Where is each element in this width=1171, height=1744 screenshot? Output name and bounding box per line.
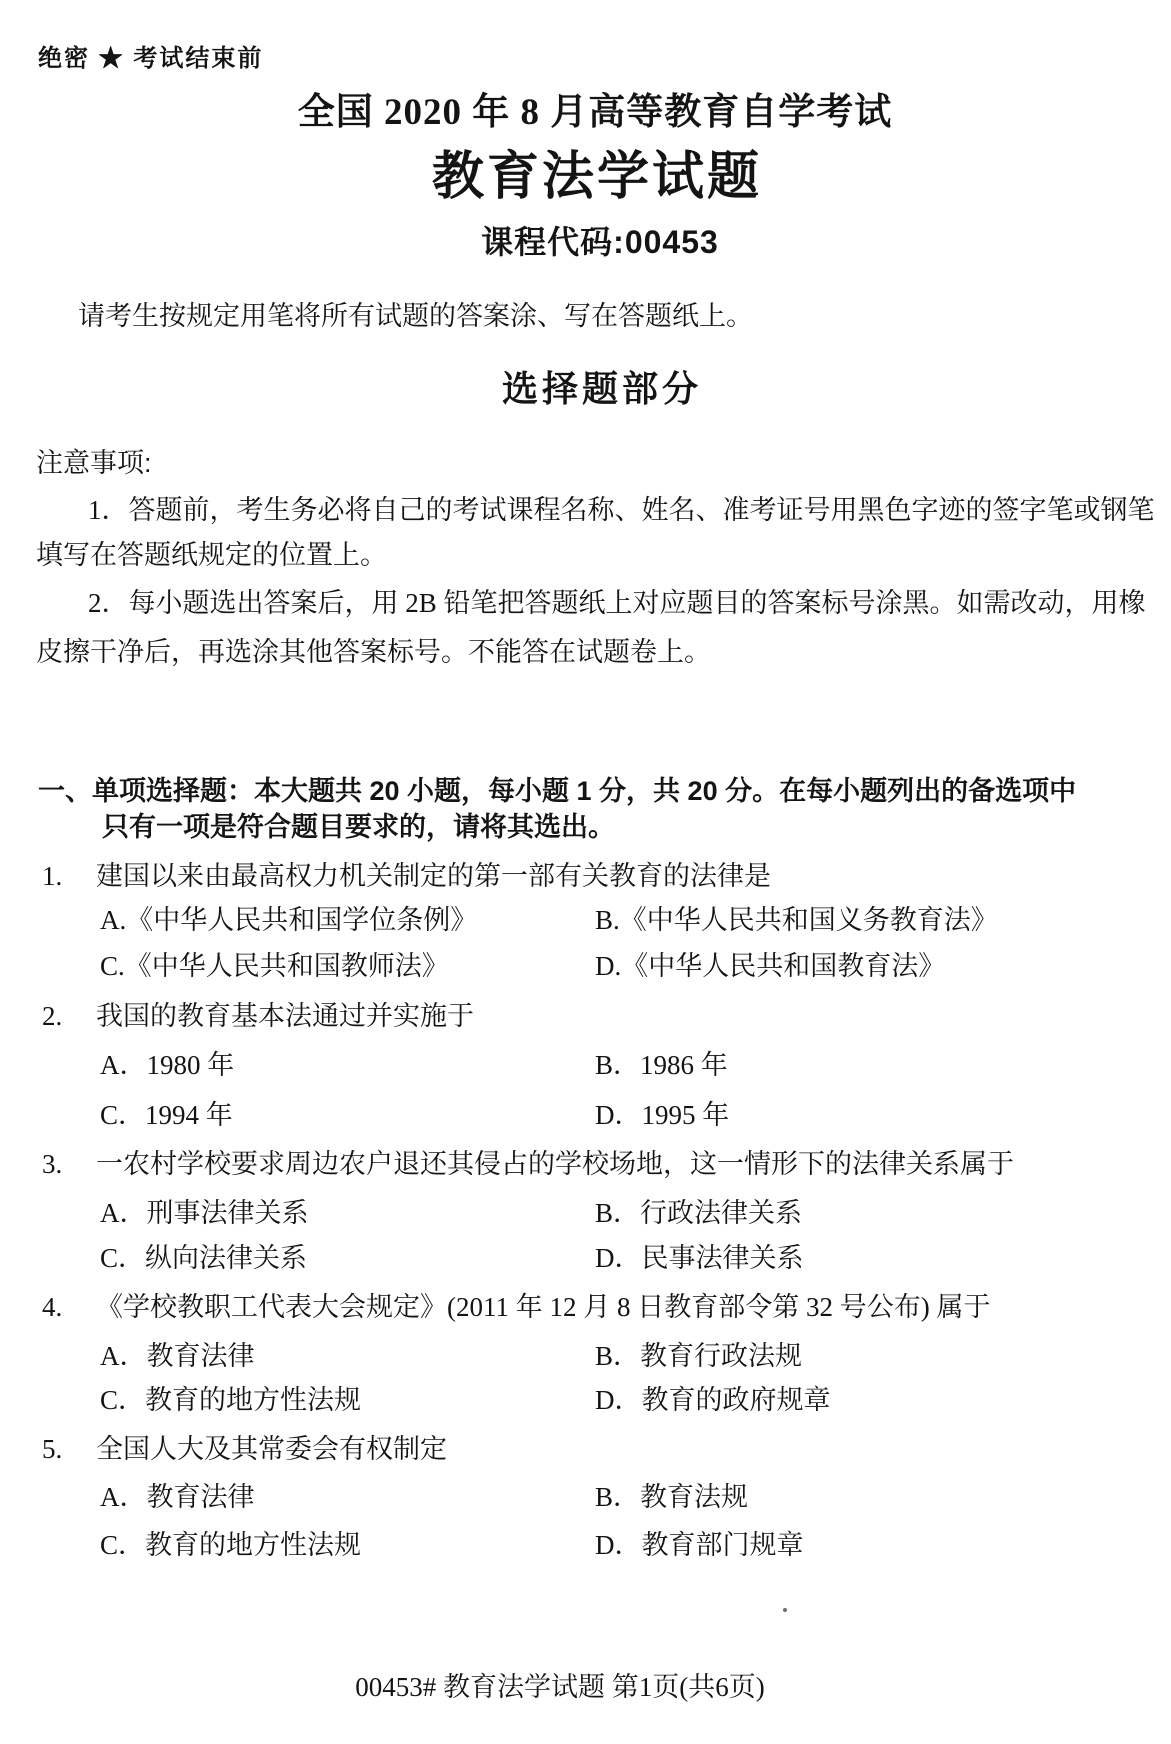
question-3-option-c: C．纵向法律关系	[100, 1243, 308, 1273]
course-code: 课程代码:00453	[481, 224, 719, 260]
question-2-option-a: A．1980 年	[100, 1050, 235, 1080]
exam-session-title: 全国 2020 年 8 月高等教育自学考试	[297, 92, 893, 133]
question-4-option-c: C．教育的地方性法规	[100, 1385, 362, 1415]
question-2-option-c: C．1994 年	[100, 1100, 233, 1130]
section-one-heading-line-1: 一、单项选择题：本大题共 20 小题，每小题 1 分，共 20 分。在每小题列出的备选项中	[38, 776, 1077, 806]
question-5-stem: 全国人大及其常委会有权制定	[96, 1434, 447, 1464]
question-5-option-b: B．教育法规	[595, 1482, 749, 1512]
question-5-option-c: C．教育的地方性法规	[100, 1530, 362, 1560]
question-5-option-a: A．教育法律	[100, 1482, 255, 1512]
page-footer: 00453# 教育法学试题 第1页(共6页)	[355, 1672, 765, 1702]
security-marking: 绝密 ★ 考试结束前	[38, 45, 264, 72]
question-3-option-b: B．行政法律关系	[595, 1198, 803, 1228]
question-3-option-a: A．刑事法律关系	[100, 1198, 309, 1228]
stray-mark	[783, 1608, 787, 1612]
question-4-option-b: B．教育行政法规	[595, 1341, 803, 1371]
question-3-option-d: D．民事法律关系	[595, 1243, 804, 1273]
paper-title: 教育法学试题	[431, 148, 762, 206]
note-2-line-1: 2．每小题选出答案后，用 2B 铅笔把答题纸上对应题目的答案标号涂黑。如需改动，用橡	[88, 588, 1146, 618]
note-1-line-1: 1．答题前，考生务必将自己的考试课程名称、姓名、准考证号用黑色字迹的签字笔或钢笔	[88, 495, 1155, 525]
note-1-line-2: 填写在答题纸规定的位置上。	[36, 540, 387, 570]
question-5-number: 5.	[42, 1434, 63, 1464]
question-3-stem: 一农村学校要求周边农户退还其侵占的学校场地，这一情形下的法律关系属于	[96, 1149, 1014, 1179]
question-4-number: 4.	[42, 1292, 63, 1322]
question-1-number: 1.	[42, 861, 63, 891]
question-1-option-d: D.《中华人民共和国教育法》	[595, 951, 946, 981]
question-2-option-b: B．1986 年	[595, 1050, 728, 1080]
question-4-option-d: D．教育的政府规章	[595, 1385, 831, 1415]
question-2-option-d: D．1995 年	[595, 1100, 730, 1130]
question-1-option-c: C.《中华人民共和国教师法》	[100, 951, 449, 981]
question-2-number: 2.	[42, 1001, 63, 1031]
question-5-option-d: D．教育部门规章	[595, 1530, 804, 1560]
question-1-stem: 建国以来由最高权力机关制定的第一部有关教育的法律是	[96, 861, 771, 891]
question-3-number: 3.	[42, 1149, 63, 1179]
part-heading: 选择题部分	[501, 368, 702, 409]
question-2-stem: 我国的教育基本法通过并实施于	[96, 1001, 474, 1031]
question-1-option-b: B.《中华人民共和国义务教育法》	[595, 905, 998, 935]
note-2-line-2: 皮擦干净后，再选涂其他答案标号。不能答在试题卷上。	[36, 637, 711, 667]
answer-instruction: 请考生按规定用笔将所有试题的答案涂、写在答题纸上。	[78, 301, 753, 331]
question-4-option-a: A．教育法律	[100, 1341, 255, 1371]
notes-heading: 注意事项:	[36, 448, 152, 478]
question-4-stem: 《学校教职工代表大会规定》(2011 年 12 月 8 日教育部令第 32 号公布) 属于	[96, 1292, 991, 1322]
section-one-heading-line-2: 只有一项是符合题目要求的，请将其选出。	[102, 812, 615, 842]
question-1-option-a: A.《中华人民共和国学位条例》	[100, 905, 478, 935]
